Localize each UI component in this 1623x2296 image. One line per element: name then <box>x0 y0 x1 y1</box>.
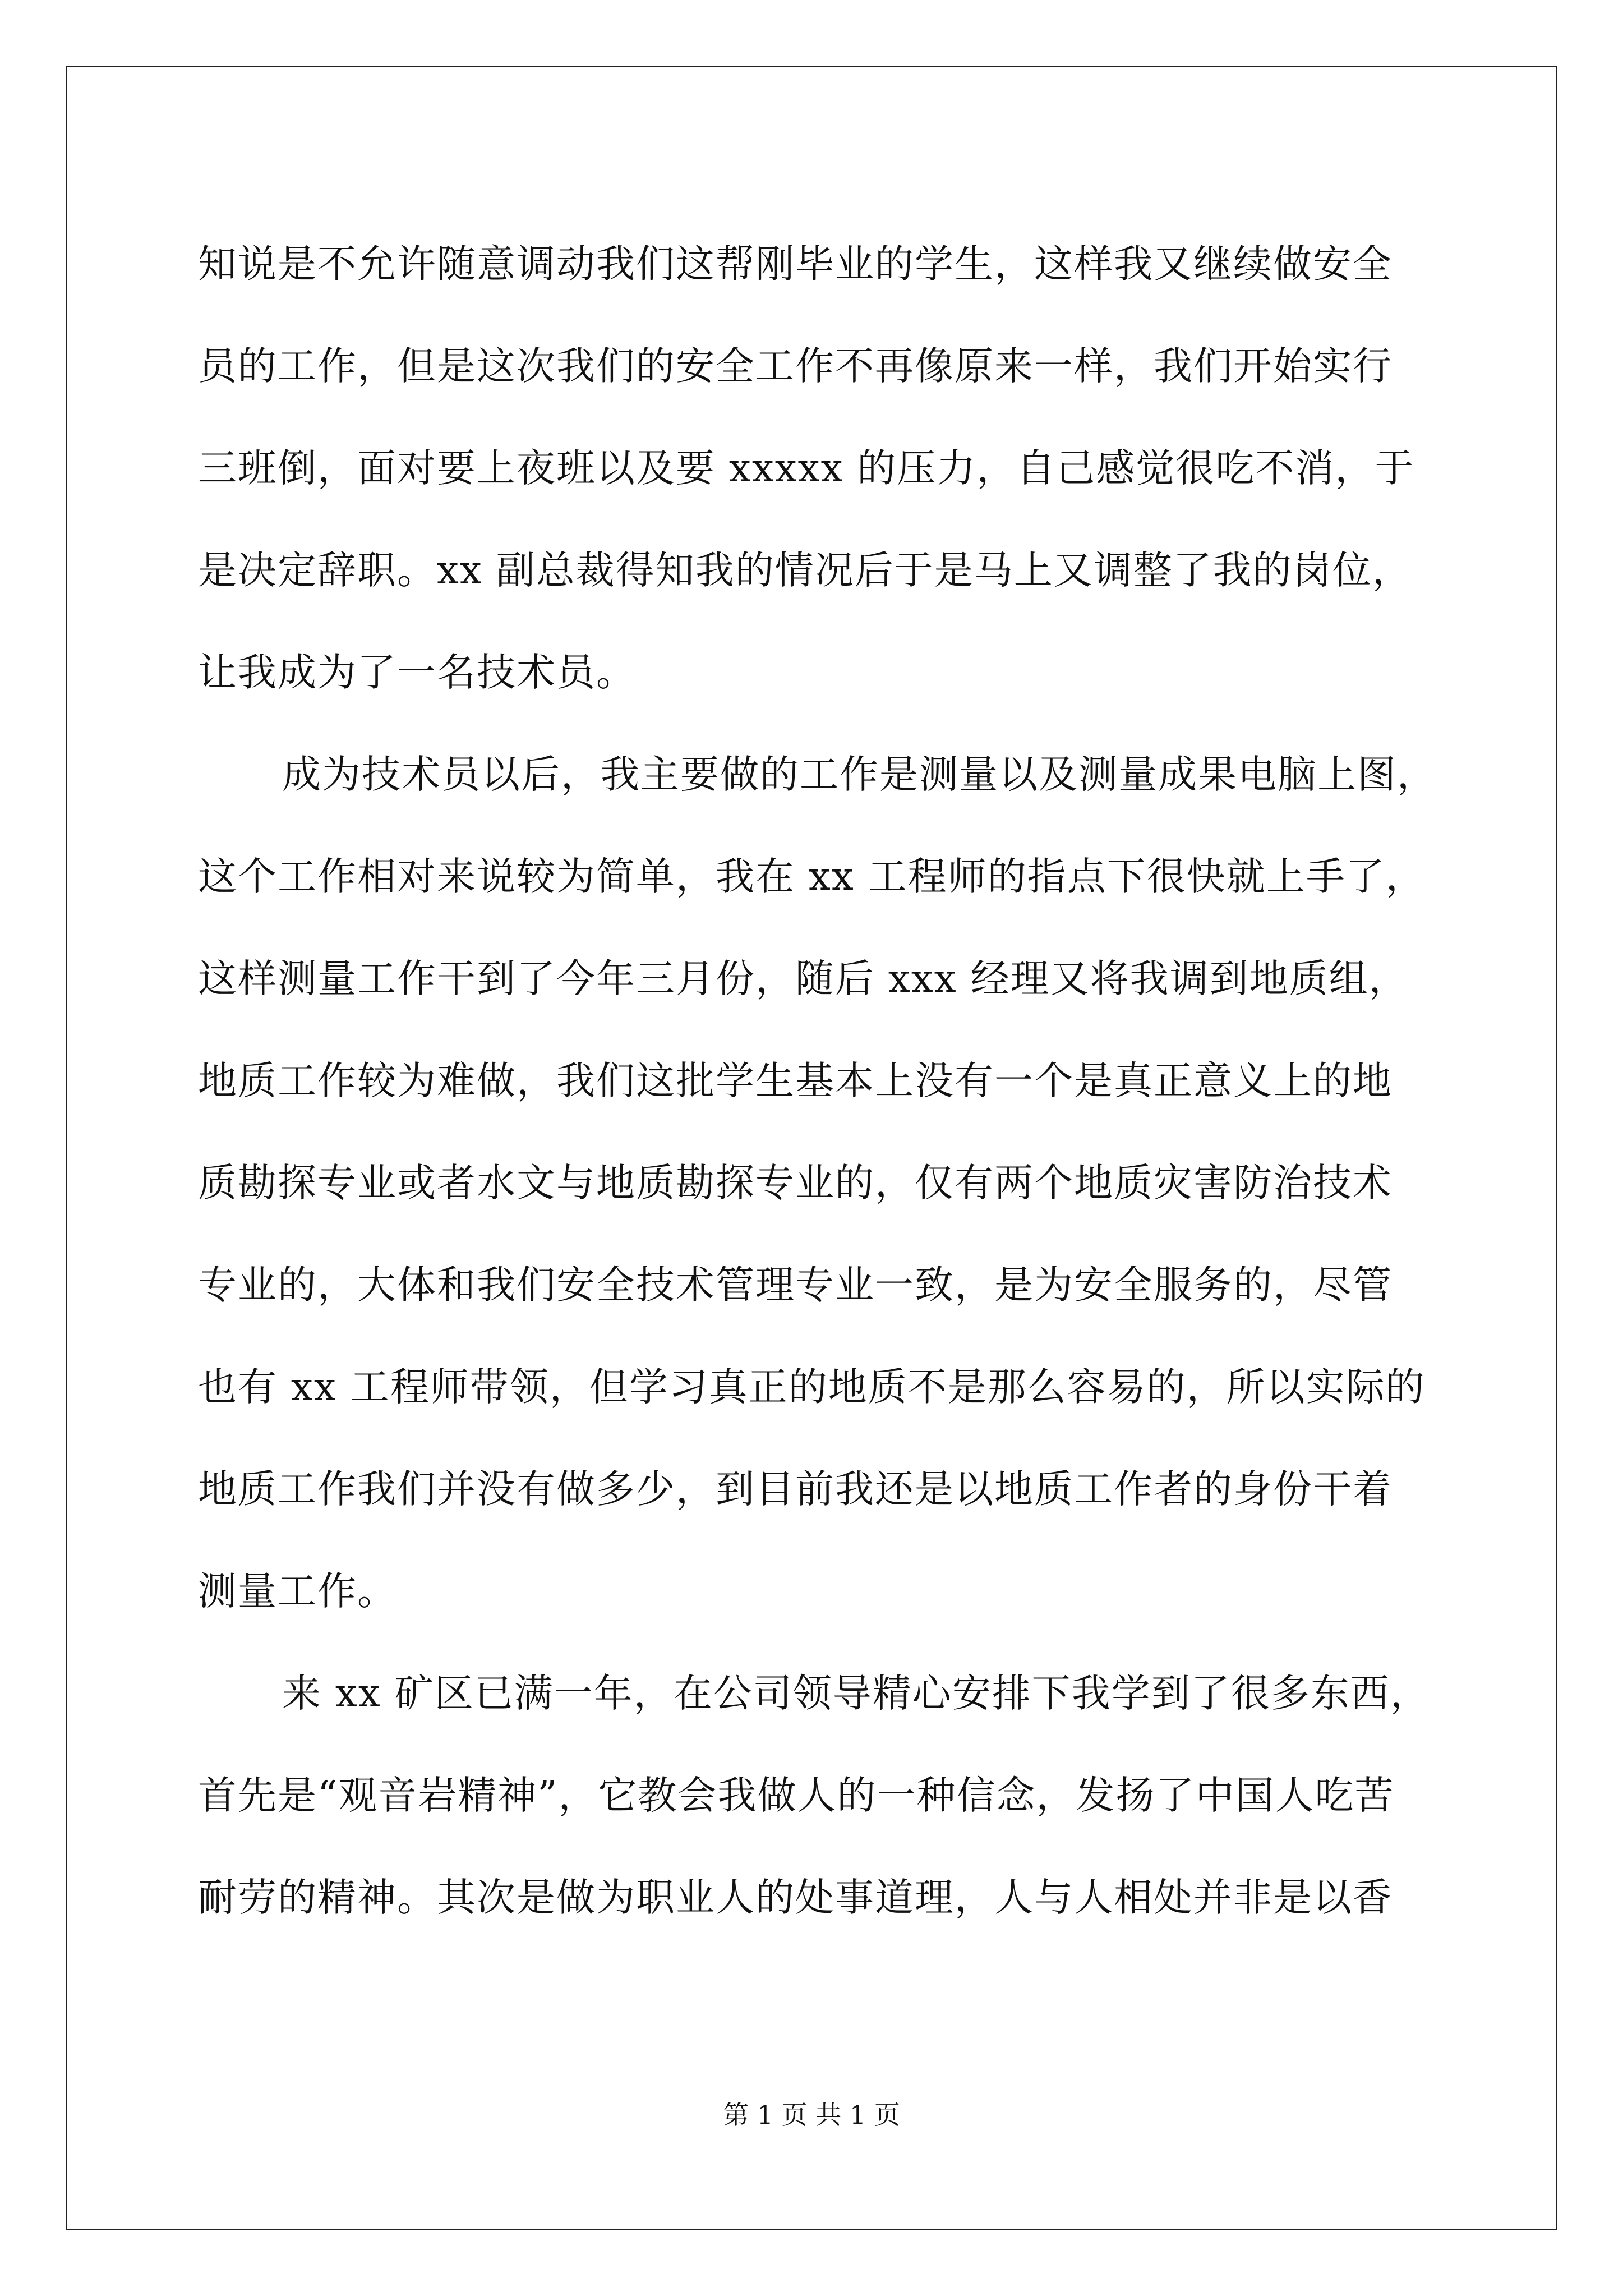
text-line: 让我成为了一名技术员。 <box>198 650 636 695</box>
text-line: 三班倒，面对要上夜班以及要 xxxxx 的压力，自己感觉很吃不消，于 <box>198 446 1415 491</box>
paragraph-first-line: 成为技术员以后，我主要做的工作是测量以及测量成果电脑上图， <box>282 752 1437 797</box>
document-body <box>198 213 1449 1949</box>
text-line: 知说是不允许随意调动我们这帮刚毕业的学生，这样我又继续做安全 <box>198 242 1393 287</box>
page-footer: 第 1 页 共 1 页 <box>723 2100 900 2130</box>
text-line: 这个工作相对来说较为简单，我在 xx 工程师的指点下很快就上手了， <box>198 854 1426 899</box>
paragraph-first-line: 来 xx 矿区已满一年，在公司领导精心安排下我学到了很多东西， <box>282 1671 1430 1716</box>
text-line: 测量工作。 <box>198 1569 397 1614</box>
text-line: 是决定辞职。xx 副总裁得知我的情况后于是马上又调整了我的岗位， <box>198 548 1412 593</box>
text-line: 员的工作，但是这次我们的安全工作不再像原来一样，我们开始实行 <box>198 344 1393 389</box>
text-line: 首先是“观音岩精神”，它教会我做人的一种信念，发扬了中国人吃苦 <box>198 1773 1395 1818</box>
text-line: 也有 xx 工程师带领，但学习真正的地质不是那么容易的，所以实际的 <box>198 1365 1426 1410</box>
text-line: 质勘探专业或者水文与地质勘探专业的，仅有两个地质灾害防治技术 <box>198 1161 1393 1205</box>
text-line: 耐劳的精神。其次是做为职业人的处事道理，人与人相处并非是以香 <box>198 1875 1393 1920</box>
text-line: 地质工作较为难做，我们这批学生基本上没有一个是真正意义上的地 <box>198 1059 1393 1103</box>
text-line: 这样测量工作干到了今年三月份，随后 xxx 经理又将我调到地质组， <box>198 956 1409 1001</box>
text-line: 地质工作我们并没有做多少，到目前我还是以地质工作者的身份干着 <box>198 1467 1393 1512</box>
text-line: 专业的，大体和我们安全技术管理专业一致，是为安全服务的，尽管 <box>198 1263 1393 1308</box>
